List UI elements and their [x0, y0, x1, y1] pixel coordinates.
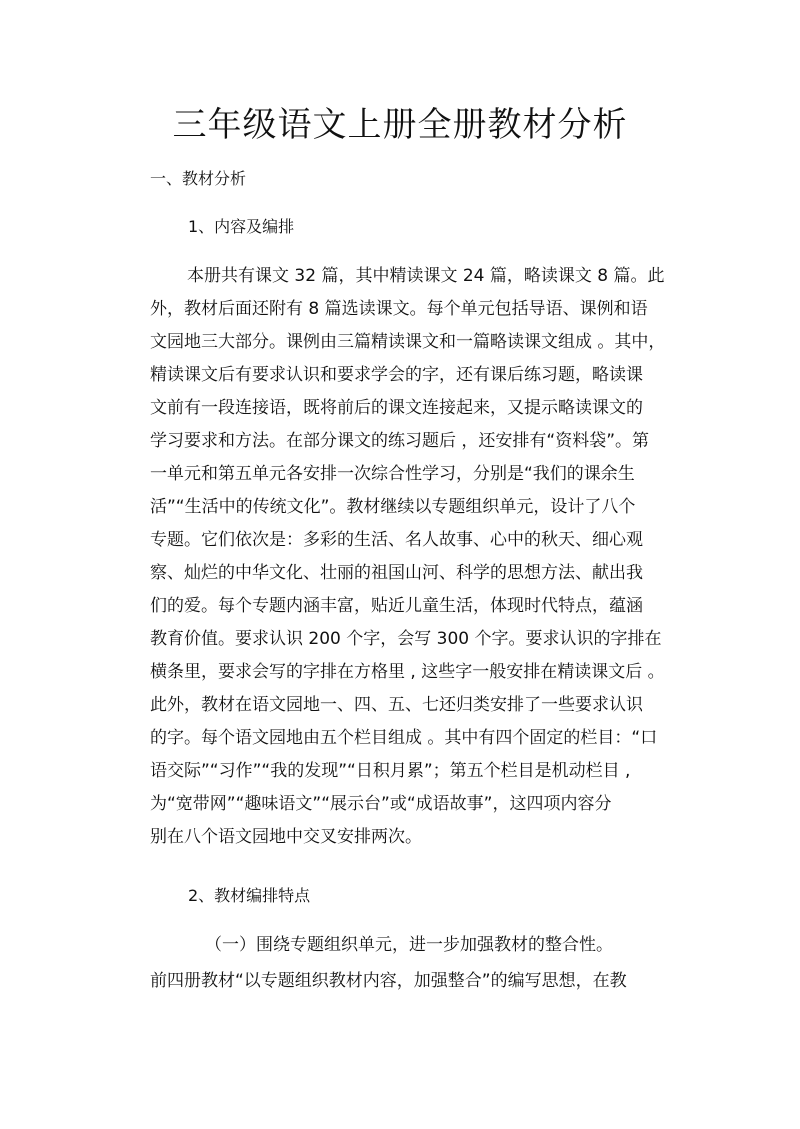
paragraph-line: 专题。它们依次是：多彩的生活、名人故事、心中的秋天、细心观: [150, 530, 643, 550]
paragraph-line: 别在八个语文园地中交叉安排两次。: [150, 827, 422, 847]
paragraph-line: 教育价值。要求认识 200 个字，会写 300 个字。要求认识的字排在: [150, 629, 662, 649]
paragraph-line: 横条里，要求会写的字排在方格里 , 这些字一般安排在精读课文后 。: [150, 662, 665, 682]
paragraph-line: 的字。每个语文园地由五个栏目组成 。其中有四个固定的栏目：“口: [150, 728, 658, 748]
document-title: 三年级语文上册全册教材分析: [172, 105, 628, 145]
paragraph-line: 语交际”“习作”“我的发现”“日积月累”；第五个栏目是机动栏目 ,: [150, 761, 631, 781]
paragraph-line: 察、灿烂的中华文化、壮丽的祖国山河、科学的思想方法、献出我: [150, 563, 643, 583]
paragraph-line: 们的爱。每个专题内涵丰富，贴近儿童生活，体现时代特点，蕴涵: [150, 596, 643, 616]
subsection-heading-arrangement-features: 2、教材编排特点: [188, 886, 311, 905]
subsection-heading-content-arrangement: 1、内容及编排: [188, 217, 295, 236]
paragraph-line: 精读课文后有要求认识和要求学会的字，还有课后练习题，略读课: [150, 365, 643, 385]
paragraph-line: 为“宽带网”“趣味语文”“展示台”或“成语故事”，这四项内容分: [150, 794, 612, 814]
paragraph-previous-volumes: 前四册教材“以专题组织教材内容，加强整合”的编写思想，在教: [150, 971, 627, 991]
paragraph-line: 此外，教材在语文园地一、四、五、七还归类安排了一些要求认识: [150, 695, 643, 715]
paragraph-line: 文前有一段连接语，既将前后的课文连接起来，又提示略读课文的: [150, 398, 643, 418]
paragraph-line: 学习要求和方法。在部分课文的练习题后 ，还安排有“资料袋”。第: [150, 431, 650, 451]
paragraph-line: 本册共有课文 32 篇，其中精读课文 24 篇，略读课文 8 篇。此: [187, 266, 665, 286]
paragraph-line: 外，教材后面还附有 8 篇选读课文。每个单元包括导语、课例和语: [150, 299, 648, 319]
section-heading-textbook-analysis: 一、教材分析: [150, 169, 247, 188]
paragraph-line: 文园地三大部分。课例由三篇精读课文和一篇略读课文组成 。其中，: [150, 332, 666, 352]
paragraph-line: 活”“生活中的传统文化”。教材继续以专题组织单元，设计了八个: [150, 497, 636, 517]
sub-heading-thematic-units: （一）围绕专题组织单元，进一步加强教材的整合性。: [205, 935, 613, 955]
paragraph-content-arrangement: [150, 260, 698, 854]
paragraph-line: 一单元和第五单元各安排一次综合性学习，分别是“我们的课余生: [150, 464, 635, 484]
